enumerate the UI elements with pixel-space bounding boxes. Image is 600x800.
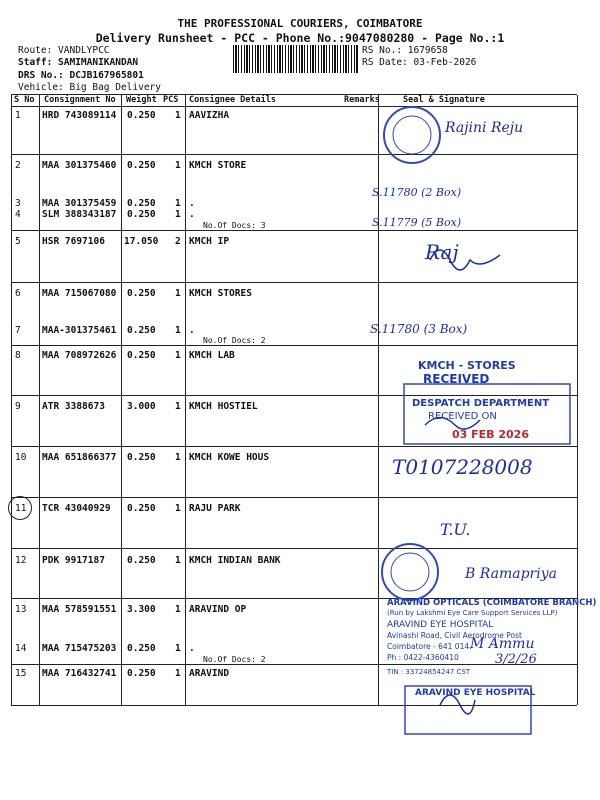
cell-consignment: TCR 43040929 — [42, 503, 111, 514]
round-seal-1 — [384, 107, 440, 163]
stamp-hospital-line2: Avinashi Road, Civil Aerodrome Post — [387, 631, 522, 640]
cell-weight: 0.250 — [127, 350, 156, 361]
stamp-dispatch-title: DESPATCH DEPARTMENT — [412, 398, 550, 409]
cell-weight: 0.250 — [127, 288, 156, 299]
stamp-optical-line2: (Run by Lakshmi Eye Care Support Services LLP) — [387, 609, 558, 617]
cell-pcs: 1 — [175, 643, 181, 654]
cell-weight: 0.250 — [127, 160, 156, 171]
cell-sno: 12 — [15, 555, 27, 566]
rs-number: RS No.: 1679658 — [362, 45, 448, 56]
stamp-hospital-line3: Coimbatore - 641 014. — [387, 642, 472, 651]
route-label: Route: VANDLYPCC — [18, 45, 110, 56]
cell-sno: 8 — [15, 350, 21, 361]
cell-pcs: 1 — [175, 668, 181, 679]
header-weight: Weight — [126, 95, 157, 105]
cell-consignment: MAA 708972626 — [42, 350, 117, 361]
cell-pcs: 1 — [175, 555, 181, 566]
cell-pcs: 1 — [175, 350, 181, 361]
cell-pcs: 1 — [175, 288, 181, 299]
cell-sno: 14 — [15, 643, 27, 654]
cell-consignment: MAA 578591551 — [42, 604, 117, 615]
cell-consignment: PDK 9917187 — [42, 555, 105, 566]
cell-consignee: . — [189, 198, 195, 209]
handwriting-row10: T0107228008 — [392, 455, 533, 479]
cell-weight: 0.250 — [127, 198, 156, 209]
vehicle-label: Vehicle: Big Bag Delivery — [18, 82, 161, 93]
cell-consignee: KMCH INDIAN BANK — [189, 555, 281, 566]
cell-consignment: SLM 388343187 — [42, 209, 117, 220]
cell-weight: 3.300 — [127, 604, 156, 615]
cell-consignment: MAA 715067080 — [42, 288, 117, 299]
stamp-dispatch-date: 03 FEB 2026 — [452, 428, 529, 441]
cell-weight: 0.250 — [127, 555, 156, 566]
cell-consignee: . — [189, 325, 195, 336]
cell-sno: 7 — [15, 325, 21, 336]
cell-sno: 6 — [15, 288, 21, 299]
cell-sno: 10 — [15, 452, 27, 463]
cell-consignee: . — [189, 209, 195, 220]
cell-consignee: KMCH KOWE HOUS — [189, 452, 270, 463]
stamp-dispatch-received: RECEIVED ON — [428, 411, 497, 422]
docs-note: No.Of Docs: 2 — [203, 336, 266, 345]
cell-pcs: 1 — [175, 604, 181, 615]
cell-pcs: 1 — [175, 160, 181, 171]
handwriting-row14: 3/2/26 — [495, 652, 537, 667]
cell-sno: 2 — [15, 160, 21, 171]
cell-consignment: ATR 3388673 — [42, 401, 105, 412]
cell-sno: 11 — [15, 503, 27, 514]
cell-sno: 4 — [15, 209, 21, 220]
cell-sno: 5 — [15, 236, 21, 247]
stamp-hospital-line5: TIN : 33724854247 CST — [387, 668, 471, 676]
cell-sno: 13 — [15, 604, 27, 615]
runsheet-subtitle: Delivery Runsheet - PCC - Phone No.:9047080280 - Page No.:1 — [95, 31, 505, 45]
header-consignee: Consignee Details — [189, 95, 276, 105]
cell-pcs: 1 — [175, 452, 181, 463]
cell-consignee: KMCH IP — [189, 236, 230, 247]
header-seal-signature: Seal & Signature — [403, 95, 485, 105]
rs-date: RS Date: 03-Feb-2026 — [362, 57, 477, 68]
round-seal-1-inner — [393, 116, 431, 154]
handwriting-row1: Rajini Reju — [445, 120, 524, 136]
cell-weight: 0.250 — [127, 209, 156, 220]
cell-consignment: MAA-301375461 — [42, 325, 117, 336]
cell-pcs: 1 — [175, 325, 181, 336]
cell-consignment: HSR 7697106 — [42, 236, 105, 247]
docs-note: No.Of Docs: 2 — [203, 655, 266, 664]
cell-consignee: KMCH LAB — [189, 350, 235, 361]
handwriting-row13: M Ammu — [470, 636, 535, 652]
cell-consignment: HRD 743089114 — [42, 110, 117, 121]
cell-consignment: MAA 301375460 — [42, 160, 117, 171]
stamp-hospital-line1: ARAVIND EYE HOSPITAL — [387, 620, 494, 630]
runsheet-title: THE PROFESSIONAL COURIERS, COIMBATORE — [177, 17, 423, 30]
cell-consignee: ARAVIND OP — [189, 604, 247, 615]
cell-pcs: 1 — [175, 198, 181, 209]
header-sno: S No — [14, 95, 35, 105]
stamp-kmch-received: RECEIVED — [423, 372, 490, 386]
stamp-hospital-line4: Ph : 0422-4360410 — [387, 653, 459, 662]
cell-consignee: RAJU PARK — [189, 503, 241, 514]
cell-consignee: KMCH STORE — [189, 160, 247, 171]
header-pcs: PCS — [163, 95, 179, 105]
cell-weight: 0.250 — [127, 503, 156, 514]
cell-sno: 15 — [15, 668, 27, 679]
round-seal-2 — [382, 544, 438, 600]
cell-consignee: ARAVIND — [189, 668, 230, 679]
cell-weight: 17.050 — [124, 236, 159, 247]
cell-consignee: . — [189, 643, 195, 654]
cell-weight: 0.250 — [127, 325, 156, 336]
round-seal-2-inner — [391, 553, 429, 591]
cell-sno: 1 — [15, 110, 21, 121]
cell-pcs: 1 — [175, 503, 181, 514]
cell-consignee: AAVIZHA — [189, 110, 230, 121]
cell-consignment: MAA 716432741 — [42, 668, 117, 679]
stamp-optical-line1: ARAVIND OPTICALS (COIMBATORE BRANCH) — [387, 598, 597, 608]
cell-sno: 9 — [15, 401, 21, 412]
cell-consignee: KMCH HOSTIEL — [189, 401, 258, 412]
cell-sno: 3 — [15, 198, 21, 209]
cell-weight: 0.250 — [127, 452, 156, 463]
stamp-hospital-bottom: ARAVIND EYE HOSPITAL — [415, 688, 536, 698]
header-consignment: Consignment No — [44, 95, 116, 105]
handwriting-row5: Raj — [425, 240, 459, 264]
cell-weight: 0.250 — [127, 668, 156, 679]
handwriting-row12: B Ramapriya — [465, 566, 557, 582]
cell-consignment: MAA 715475203 — [42, 643, 117, 654]
drs-number: DRS No.: DCJB167965801 — [18, 70, 144, 81]
cell-pcs: 2 — [175, 236, 181, 247]
cell-weight: 0.250 — [127, 110, 156, 121]
handwriting-row2b: S.11779 (5 Box) — [372, 216, 462, 229]
handwriting-row2a: S.11780 (2 Box) — [372, 186, 462, 199]
staff-label: Staff: SAMIMANIKANDAN — [18, 57, 139, 68]
cell-consignee: KMCH STORES — [189, 288, 252, 299]
docs-note: No.Of Docs: 3 — [203, 221, 266, 230]
cell-pcs: 1 — [175, 401, 181, 412]
cell-weight: 3.000 — [127, 401, 156, 412]
stamp-kmch-title: KMCH - STORES — [418, 359, 516, 372]
cell-weight: 0.250 — [127, 643, 156, 654]
handwriting-row7: S.11780 (3 Box) — [370, 322, 468, 336]
handwriting-row11: T.U. — [440, 520, 471, 539]
cell-consignment: MAA 301375459 — [42, 198, 117, 209]
header-remarks: Remarks — [344, 95, 380, 105]
cell-pcs: 1 — [175, 110, 181, 121]
cell-pcs: 1 — [175, 209, 181, 220]
cell-consignment: MAA 651866377 — [42, 452, 117, 463]
